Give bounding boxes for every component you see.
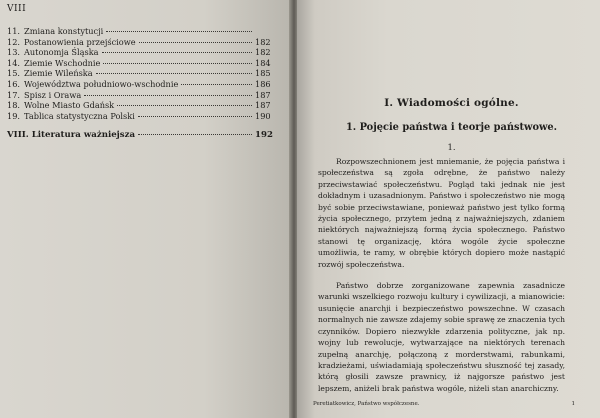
toc-leader-dots xyxy=(103,62,252,64)
toc-entry-number: 17. xyxy=(7,89,21,100)
toc-entry-page: 187 xyxy=(255,89,271,100)
toc-entry-title: Spisz i Orawa xyxy=(24,89,82,100)
toc-entry-number: 15. xyxy=(7,68,21,79)
toc-leader-dots xyxy=(106,30,252,32)
toc-entry-number: 18. xyxy=(7,100,21,111)
page-footer xyxy=(313,401,575,407)
body-text xyxy=(318,156,565,394)
toc-entry-number: 14. xyxy=(7,57,21,68)
toc-entry xyxy=(7,26,269,37)
toc-leader-dots xyxy=(117,104,252,106)
toc-entry-number: 13. xyxy=(7,47,21,58)
toc-entry-title: Województwa południowo-wschodnie xyxy=(24,78,179,89)
toc-entry-title: Zmiana konstytucji xyxy=(24,26,104,36)
toc-leader-dots xyxy=(84,94,252,96)
toc-entry xyxy=(7,111,269,122)
toc-entry-title: Ziemie Wileńska xyxy=(24,68,93,79)
toc-entry-number: 19. xyxy=(7,110,21,121)
toc-entry-number: 16. xyxy=(7,78,21,89)
table-of-contents xyxy=(7,26,269,121)
section-title: 1. Pojęcie państwa i teorje państwowe. xyxy=(345,122,558,133)
toc-entry-page: 187 xyxy=(255,100,271,111)
toc-entry-title: Autonomja Śląska xyxy=(24,47,99,58)
toc-entry-title: Wolne Miasto Gdańsk xyxy=(24,100,115,111)
toc-entry-title: Postanowienia przejściowe xyxy=(24,36,136,47)
toc-leader-dots xyxy=(96,72,252,74)
toc-entry xyxy=(7,79,269,90)
toc-entry xyxy=(7,90,269,101)
left-page xyxy=(0,0,291,418)
toc-entry-title: Ziemie Wschodnie xyxy=(24,57,101,68)
footer-author-title: Peretiatkowicz, Państwo współczesne. xyxy=(313,401,420,407)
toc-main-entry-title: VIII. Literatura ważniejsza xyxy=(7,130,136,140)
toc-entry xyxy=(7,58,269,69)
chapter-title: I. Wiadomości ogólne. xyxy=(384,97,519,109)
toc-entry-number: 12. xyxy=(7,36,21,47)
toc-entry-page: 184 xyxy=(255,57,271,68)
paragraph: Państwo dobrze zorganizowane zapewnia zasadnicze warunki wszelkiego rozwoju kultury i cywilizacji, a mianowicie: usunięcie anarchji i bezpieczeństwo powszechne. W czasach normalnych nie zawsze zdajemy sobie sprawę ze znaczenia tych czynników. Dopiero niezwykłe zdarzenia polityczne, jak np. wojny lub rewolucje, wytwarzające na niektórych terenach zupełną anarchję, połączoną z morderstwami, rabunkami, kradzieżami, uświadamiają społeczeństwu słuszność tej zasady, którą głosili zawsze prawnicy, iż najgorsze państwo jest lepszem, aniżeli brak państwa wogóle, niżeli stan anarchiczny. xyxy=(318,281,566,393)
toc-entry xyxy=(7,100,269,111)
footer-page-number: 1 xyxy=(571,401,575,407)
toc-entry-number: 11. xyxy=(7,26,21,36)
toc-entry-page: 182 xyxy=(255,36,271,47)
left-page-folio: VIII xyxy=(7,4,27,14)
toc-leader-dots xyxy=(102,51,252,53)
toc-entry-title: Tablica statystyczna Polski xyxy=(24,110,135,121)
toc-leader-dots xyxy=(138,115,252,117)
toc-main-entry xyxy=(7,130,273,140)
toc-entry-page: 186 xyxy=(255,78,271,89)
toc-entry xyxy=(7,37,269,48)
toc-leader-dots xyxy=(139,41,252,43)
toc-entry xyxy=(7,68,269,79)
toc-leader-dots xyxy=(181,83,252,85)
toc-entry-page: 182 xyxy=(255,47,271,58)
toc-entry xyxy=(7,47,269,58)
toc-entry-page: 185 xyxy=(255,68,271,79)
paragraph: Rozpowszechnionem jest mniemanie, że pojęcia państwa i społeczeństwa są zgoła odrębne, że państwo należy przeciwstawiać społeczeństwu. Pogląd taki jednak nie jest dokładnym i uzasadnionym. Państwo i społeczeństwo nie mogą być sobie przeciwstawiane, ponieważ państwo jest tylko formą życia społecznego, przytem jedną z najważniejszych, zdaniem niektórych najważniejszą formą życia społecznego. Państwo stanowi tę organizację, która wogóle życie społeczne umożliwia, te ramy, w obrębie których dopiero może nastąpić rozwój społeczeństwa. xyxy=(318,157,565,269)
toc-main-entry-page: 192 xyxy=(255,130,273,140)
section-numeral: 1. xyxy=(447,142,456,152)
toc-leader-dots xyxy=(138,133,252,135)
toc-entry-page: 190 xyxy=(255,110,271,121)
